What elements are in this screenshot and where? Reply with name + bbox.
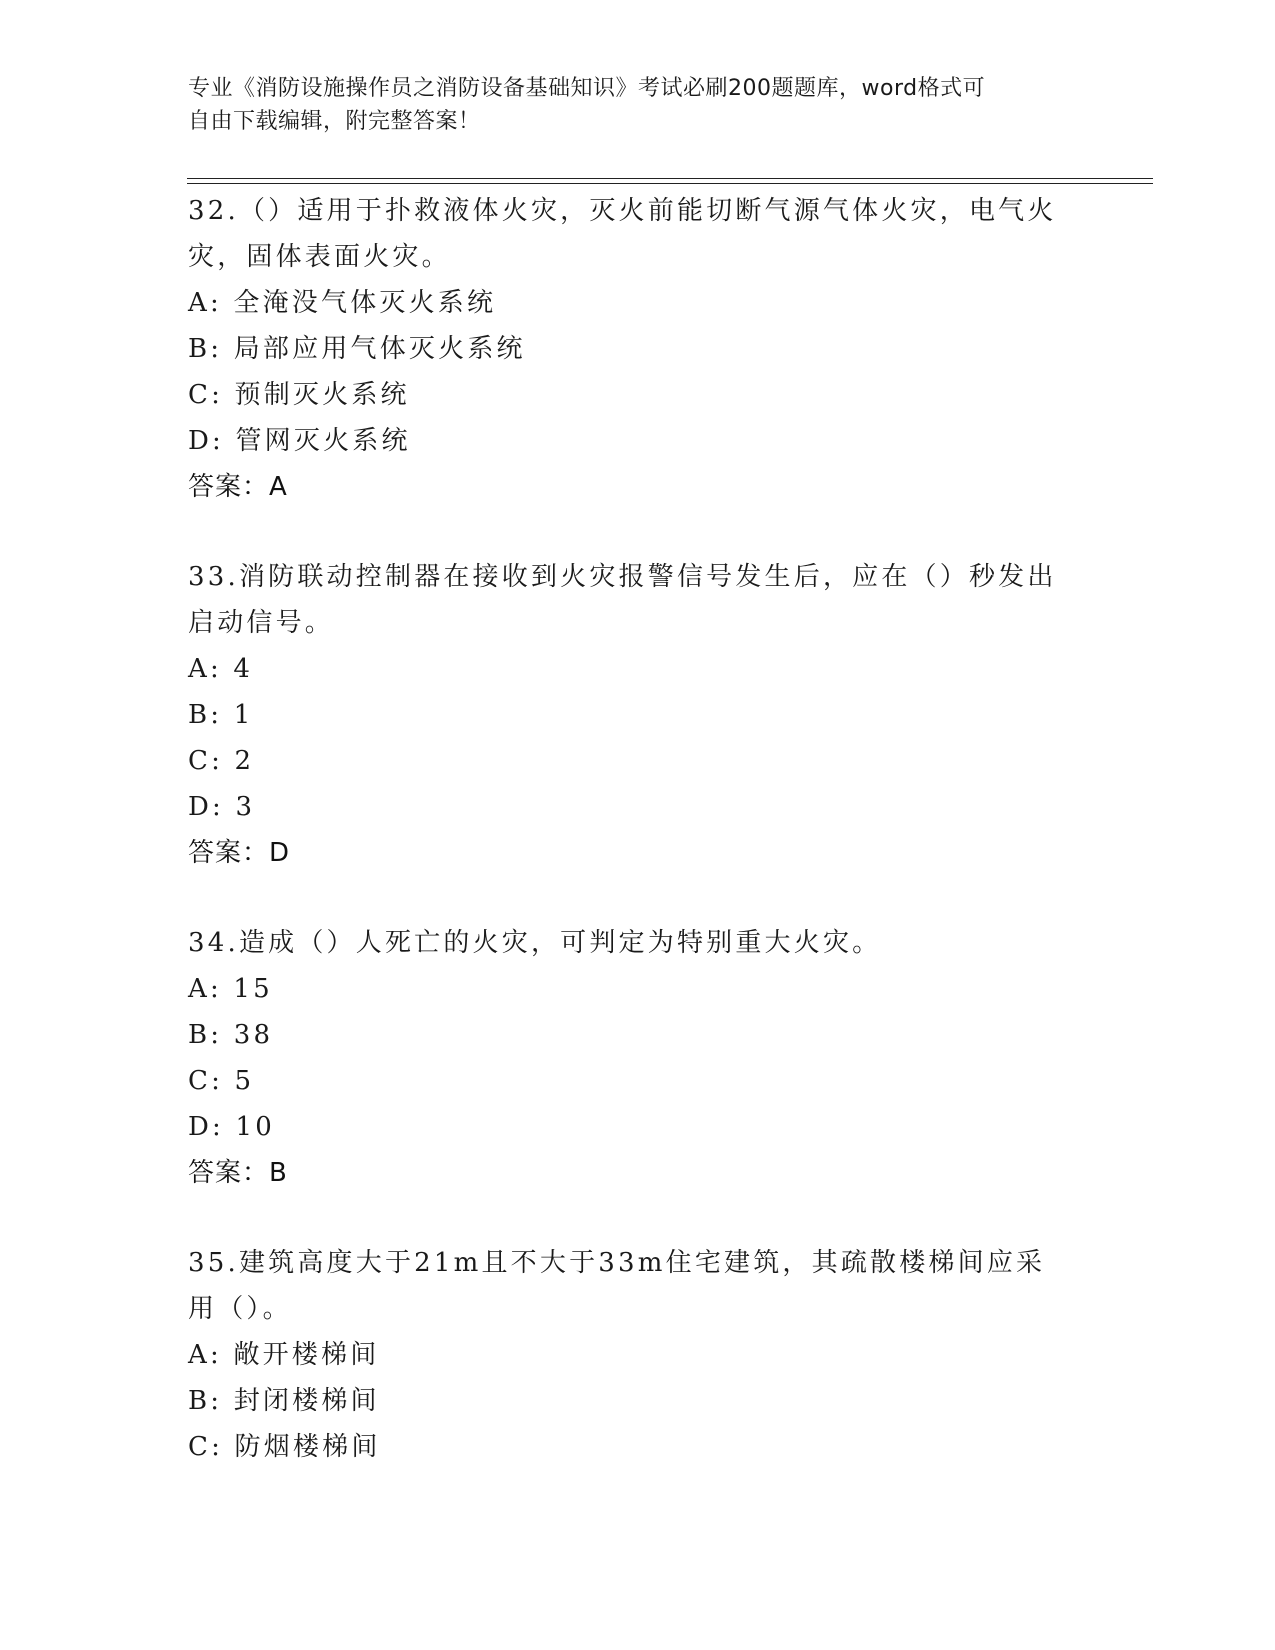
option-a: A: 4 [188,654,254,684]
option-c: C: 2 [188,746,255,776]
option-c: C: 预制灭火系统 [188,380,410,410]
option-a: A: 敞开楼梯间 [188,1340,380,1370]
question-spacer [188,876,1088,920]
question-32 [188,188,1088,510]
option-d: D: 3 [188,792,256,822]
option-d: D: 管网灭火系统 [188,426,411,456]
option-b: B: 38 [188,1020,274,1050]
question-33 [188,554,1088,876]
question-text: 35.建筑高度大于21m且不大于33m住宅建筑，其疏散楼梯间应采用（）。 [188,1248,1046,1324]
option-b: B: 1 [188,700,254,730]
answer-label: 答案：B [188,1158,288,1188]
question-34 [188,920,1088,1196]
document-header [188,72,1068,138]
option-b: B: 封闭楼梯间 [188,1386,380,1416]
header-rule-bottom [187,183,1153,184]
header-line-1: 专业《消防设施操作员之消防设备基础知识》考试必刷200题题库，word格式可 [188,76,986,101]
option-a: A: 15 [188,974,273,1004]
question-text: 33.消防联动控制器在接收到火灾报警信号发生后，应在（）秒发出启动信号。 [188,562,1057,638]
header-rule-top [187,178,1153,179]
option-b: B: 局部应用气体灭火系统 [188,334,526,364]
option-d: D: 10 [188,1112,275,1142]
question-list [188,188,1088,1470]
question-35 [188,1240,1088,1470]
option-c: C: 5 [188,1066,255,1096]
question-text: 32.（）适用于扑救液体火灾，灭火前能切断气源气体火灾，电气火灾，固体表面火灾。 [188,196,1057,272]
answer-label: 答案：D [188,838,291,868]
question-spacer [188,510,1088,554]
header-line-2: 自由下载编辑，附完整答案！ [188,109,481,134]
question-spacer [188,1196,1088,1240]
option-a: A: 全淹没气体灭火系统 [188,288,497,318]
question-text: 34.造成（）人死亡的火灾，可判定为特别重大火灾。 [188,928,882,958]
answer-label: 答案：A [188,472,288,502]
option-c: C: 防烟楼梯间 [188,1432,381,1462]
